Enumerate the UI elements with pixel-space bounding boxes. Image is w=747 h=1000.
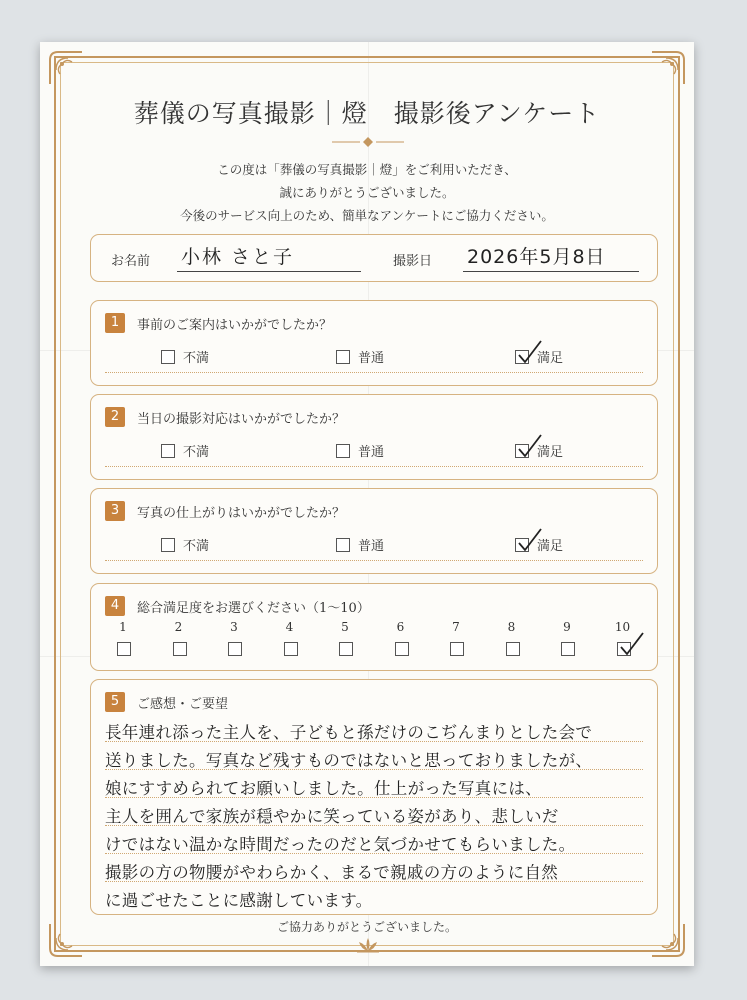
check-icon: [619, 631, 645, 657]
comment-line[interactable]: けではない温かな時間だったのだと気づかせてもらいました。: [105, 835, 576, 854]
option-label: 不満: [183, 351, 210, 366]
comment-line[interactable]: 長年連れ添った主人を、子どもと孫だけのこぢんまりとした会で: [105, 723, 593, 742]
scale-number: 7: [452, 620, 460, 634]
intro-line: 今後のサービス向上のため、簡単なアンケートにご協力ください。: [180, 208, 554, 223]
checkbox[interactable]: [336, 444, 350, 458]
question-number: 2: [105, 407, 125, 427]
option-dissatisfied[interactable]: [161, 535, 209, 554]
scale-checkbox[interactable]: [339, 642, 353, 656]
scale-checkbox[interactable]: [284, 642, 298, 656]
comment-line[interactable]: 主人を囲んで家族が穏やかに笑っている姿があり、悲しいだ: [105, 807, 559, 826]
corner-ornament-icon: [48, 50, 84, 86]
option-dissatisfied[interactable]: [161, 347, 209, 366]
name-underline: [177, 271, 361, 272]
dotted-divider: [105, 466, 643, 467]
scale-number: 5: [341, 620, 349, 634]
option-neutral[interactable]: [336, 535, 384, 554]
option-label: 不満: [183, 539, 210, 554]
checkbox-checked[interactable]: [515, 538, 529, 552]
lotus-icon: [356, 937, 380, 953]
scale-checkbox[interactable]: [173, 642, 187, 656]
option-dissatisfied[interactable]: [161, 441, 209, 460]
scale-checkbox[interactable]: [228, 642, 242, 656]
scale-number: 6: [396, 620, 405, 634]
corner-ornament-icon: [650, 50, 686, 86]
comment-line[interactable]: 送りました。写真など残すものではないと思っておりましたが、: [105, 751, 593, 770]
option-label: 満足: [537, 539, 564, 554]
option-label: 不満: [183, 445, 210, 460]
comment-line[interactable]: 娘にすすめられてお願いしました。仕上がった写真には、: [105, 779, 542, 798]
question-text: 写真の仕上がりはいかがでしたか？: [137, 506, 346, 521]
checkbox[interactable]: [161, 538, 175, 552]
checkbox[interactable]: [161, 444, 175, 458]
survey-sheet: [40, 42, 694, 966]
option-label: 普通: [358, 351, 385, 366]
footer-thanks: ご協力ありがとうございました。: [276, 920, 457, 934]
intro-line: 誠にありがとうございました。: [279, 185, 455, 200]
question-number: 5: [105, 692, 125, 712]
question-3: [90, 488, 658, 574]
scale-number: 2: [174, 620, 183, 634]
scale-number: 9: [563, 620, 571, 634]
check-icon: [517, 339, 543, 365]
name-label: お名前: [111, 254, 151, 269]
scale-number: 10: [614, 620, 631, 634]
question-4-overall: [90, 583, 658, 671]
scale-checkbox[interactable]: [561, 642, 575, 656]
question-text: 事前のご案内はいかがでしたか？: [137, 318, 333, 333]
scale-checkbox[interactable]: [117, 642, 131, 656]
checkbox[interactable]: [336, 538, 350, 552]
check-icon: [517, 527, 543, 553]
option-satisfied[interactable]: [515, 347, 563, 366]
date-label: 撮影日: [393, 254, 433, 269]
option-label: 満足: [537, 351, 564, 366]
checkbox[interactable]: [336, 350, 350, 364]
intro-line: この度は「葬儀の写真撮影｜燈」をご利用いただき、: [217, 162, 517, 177]
comment-line[interactable]: 撮影の方の物腰がやわらかく、まるで親戚の方のように自然: [105, 863, 559, 882]
question-number: 1: [105, 313, 125, 333]
checkbox-checked[interactable]: [515, 350, 529, 364]
option-neutral[interactable]: [336, 347, 384, 366]
scale-checkbox[interactable]: [450, 642, 464, 656]
question-text: 当日の撮影対応はいかがでしたか？: [137, 412, 346, 427]
checkbox-checked[interactable]: [515, 444, 529, 458]
question-text: 総合満足度をお選びください（1～10）: [137, 601, 370, 616]
option-label: 普通: [358, 445, 385, 460]
scale-number: 1: [119, 620, 127, 634]
divider-ornament-icon: [332, 136, 404, 148]
comment-line[interactable]: に過ごせたことに感謝しています。: [105, 891, 373, 910]
question-5-comments: [90, 679, 658, 915]
name-value[interactable]: 小林 さと子: [181, 246, 295, 268]
date-underline: [463, 271, 639, 272]
scale-number: 4: [285, 620, 294, 634]
option-satisfied[interactable]: [515, 535, 563, 554]
name-date-section: [90, 234, 658, 282]
checkbox[interactable]: [161, 350, 175, 364]
dotted-divider: [105, 372, 643, 373]
question-text: ご感想・ご要望: [137, 697, 229, 712]
check-icon: [517, 433, 543, 459]
question-number: 4: [105, 596, 125, 616]
scale-checkbox[interactable]: [506, 642, 520, 656]
scale-checkbox[interactable]: [395, 642, 409, 656]
option-label: 満足: [537, 445, 564, 460]
option-neutral[interactable]: [336, 441, 384, 460]
intro-text: [40, 158, 694, 227]
question-2: [90, 394, 658, 480]
scale-checkbox-checked[interactable]: [617, 642, 631, 656]
scale-number: 3: [230, 620, 238, 634]
option-satisfied[interactable]: [515, 441, 563, 460]
form-title: 葬儀の写真撮影｜燈 撮影後アンケート: [133, 99, 601, 128]
dotted-divider: [105, 560, 643, 561]
question-number: 3: [105, 501, 125, 521]
option-label: 普通: [358, 539, 385, 554]
question-1: [90, 300, 658, 386]
date-value[interactable]: 2026年5月8日: [467, 246, 606, 268]
scale-number: 8: [507, 620, 516, 634]
